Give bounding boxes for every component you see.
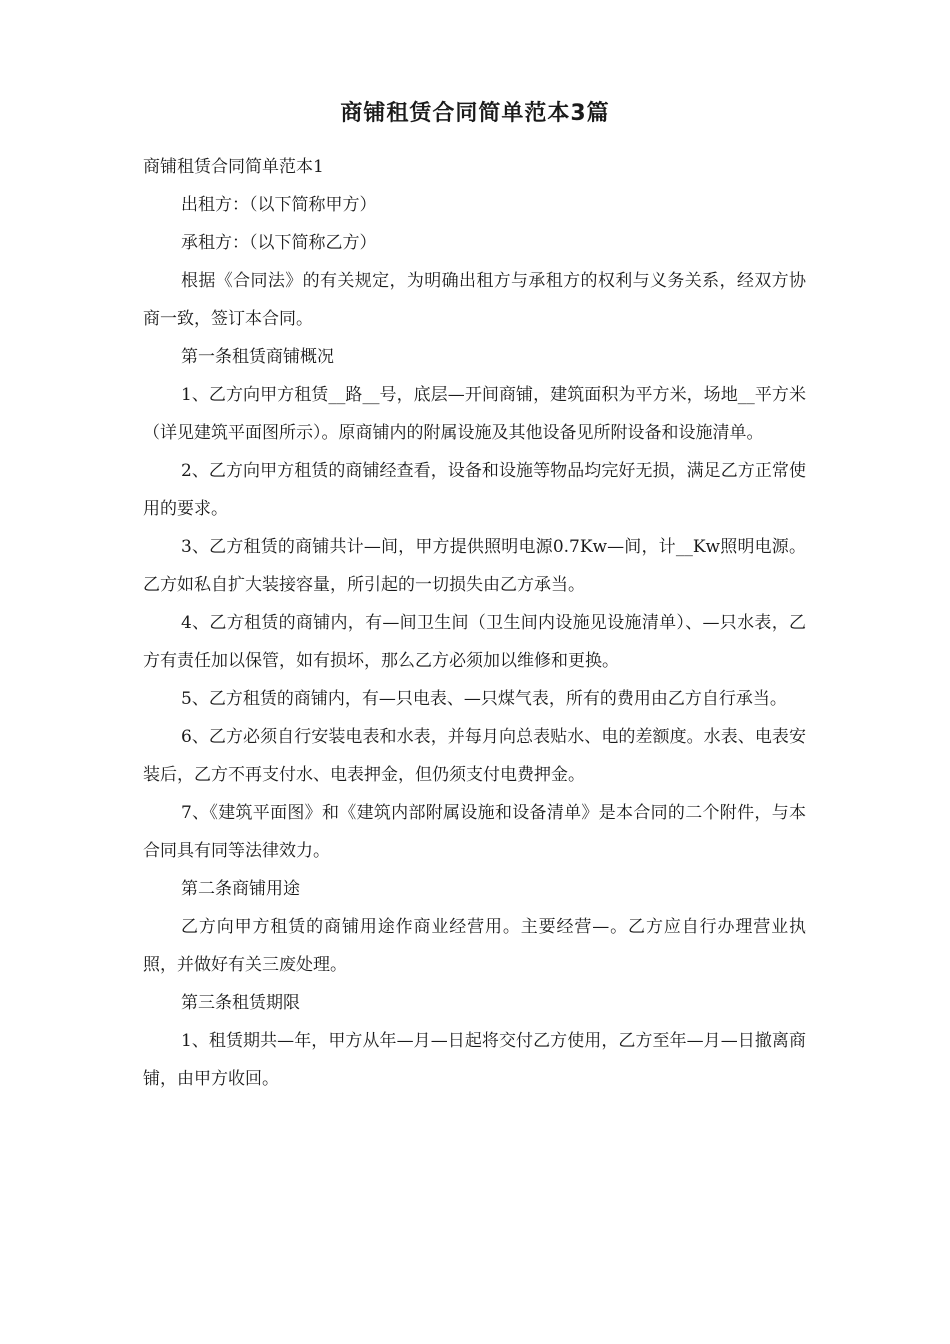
paragraph: 1、乙方向甲方租赁__路__号，底层—开间商铺，建筑面积为平方米，场地__平方米（详见建筑平面图所示）。原商铺内的附属设施及其他设备见所附设备和设施清单。 [143,385,806,443]
paragraph: 5、乙方租赁的商铺内，有—只电表、—只煤气表，所有的费用由乙方自行承当。 [181,689,787,709]
paragraph: 乙方向甲方租赁的商铺用途作商业经营用。主要经营—。乙方应自行办理营业执照，并做好有关三废处理。 [143,917,806,975]
document-title: 商铺租赁合同简单范本3篇 [340,101,610,126]
paragraph: 3、乙方租赁的商铺共计—间，甲方提供照明电源0.7Kw—间，计__Kw照明电源。乙方如私自扩大装接容量，所引起的一切损失由乙方承当。 [143,537,806,595]
paragraph: 出租方：（以下简称甲方） [181,195,377,215]
paragraph: 根据《合同法》的有关规定，为明确出租方与承租方的权利与义务关系，经双方协商一致，签订本合同。 [143,271,806,329]
paragraph: 1、租赁期共—年，甲方从年—月—日起将交付乙方使用，乙方至年—月—日撤离商铺，由甲方收回。 [143,1031,806,1089]
paragraph: 6、乙方必须自行安装电表和水表，并每月向总表贴水、电的差额度。水表、电表安装后，乙方不再支付水、电表押金，但仍须支付电费押金。 [143,727,806,785]
paragraph: 商铺租赁合同简单范本1 [143,157,324,177]
paragraph: 7、《建筑平面图》和《建筑内部附属设施和设备清单》是本合同的二个附件，与本合同具有同等法律效力。 [143,803,806,861]
paragraph: 2、乙方向甲方租赁的商铺经查看，设备和设施等物品均完好无损，满足乙方正常使用的要求。 [143,461,806,519]
paragraph: 第二条商铺用途 [181,879,300,899]
paragraph: 第一条租赁商铺概况 [181,347,334,367]
paragraph: 第三条租赁期限 [181,993,300,1013]
paragraph: 4、乙方租赁的商铺内，有—间卫生间（卫生间内设施见设施清单）、—只水表，乙方有责任加以保管，如有损坏，那么乙方必须加以维修和更换。 [143,613,806,671]
paragraph: 承租方：（以下简称乙方） [181,233,377,253]
document-body [143,148,806,1098]
